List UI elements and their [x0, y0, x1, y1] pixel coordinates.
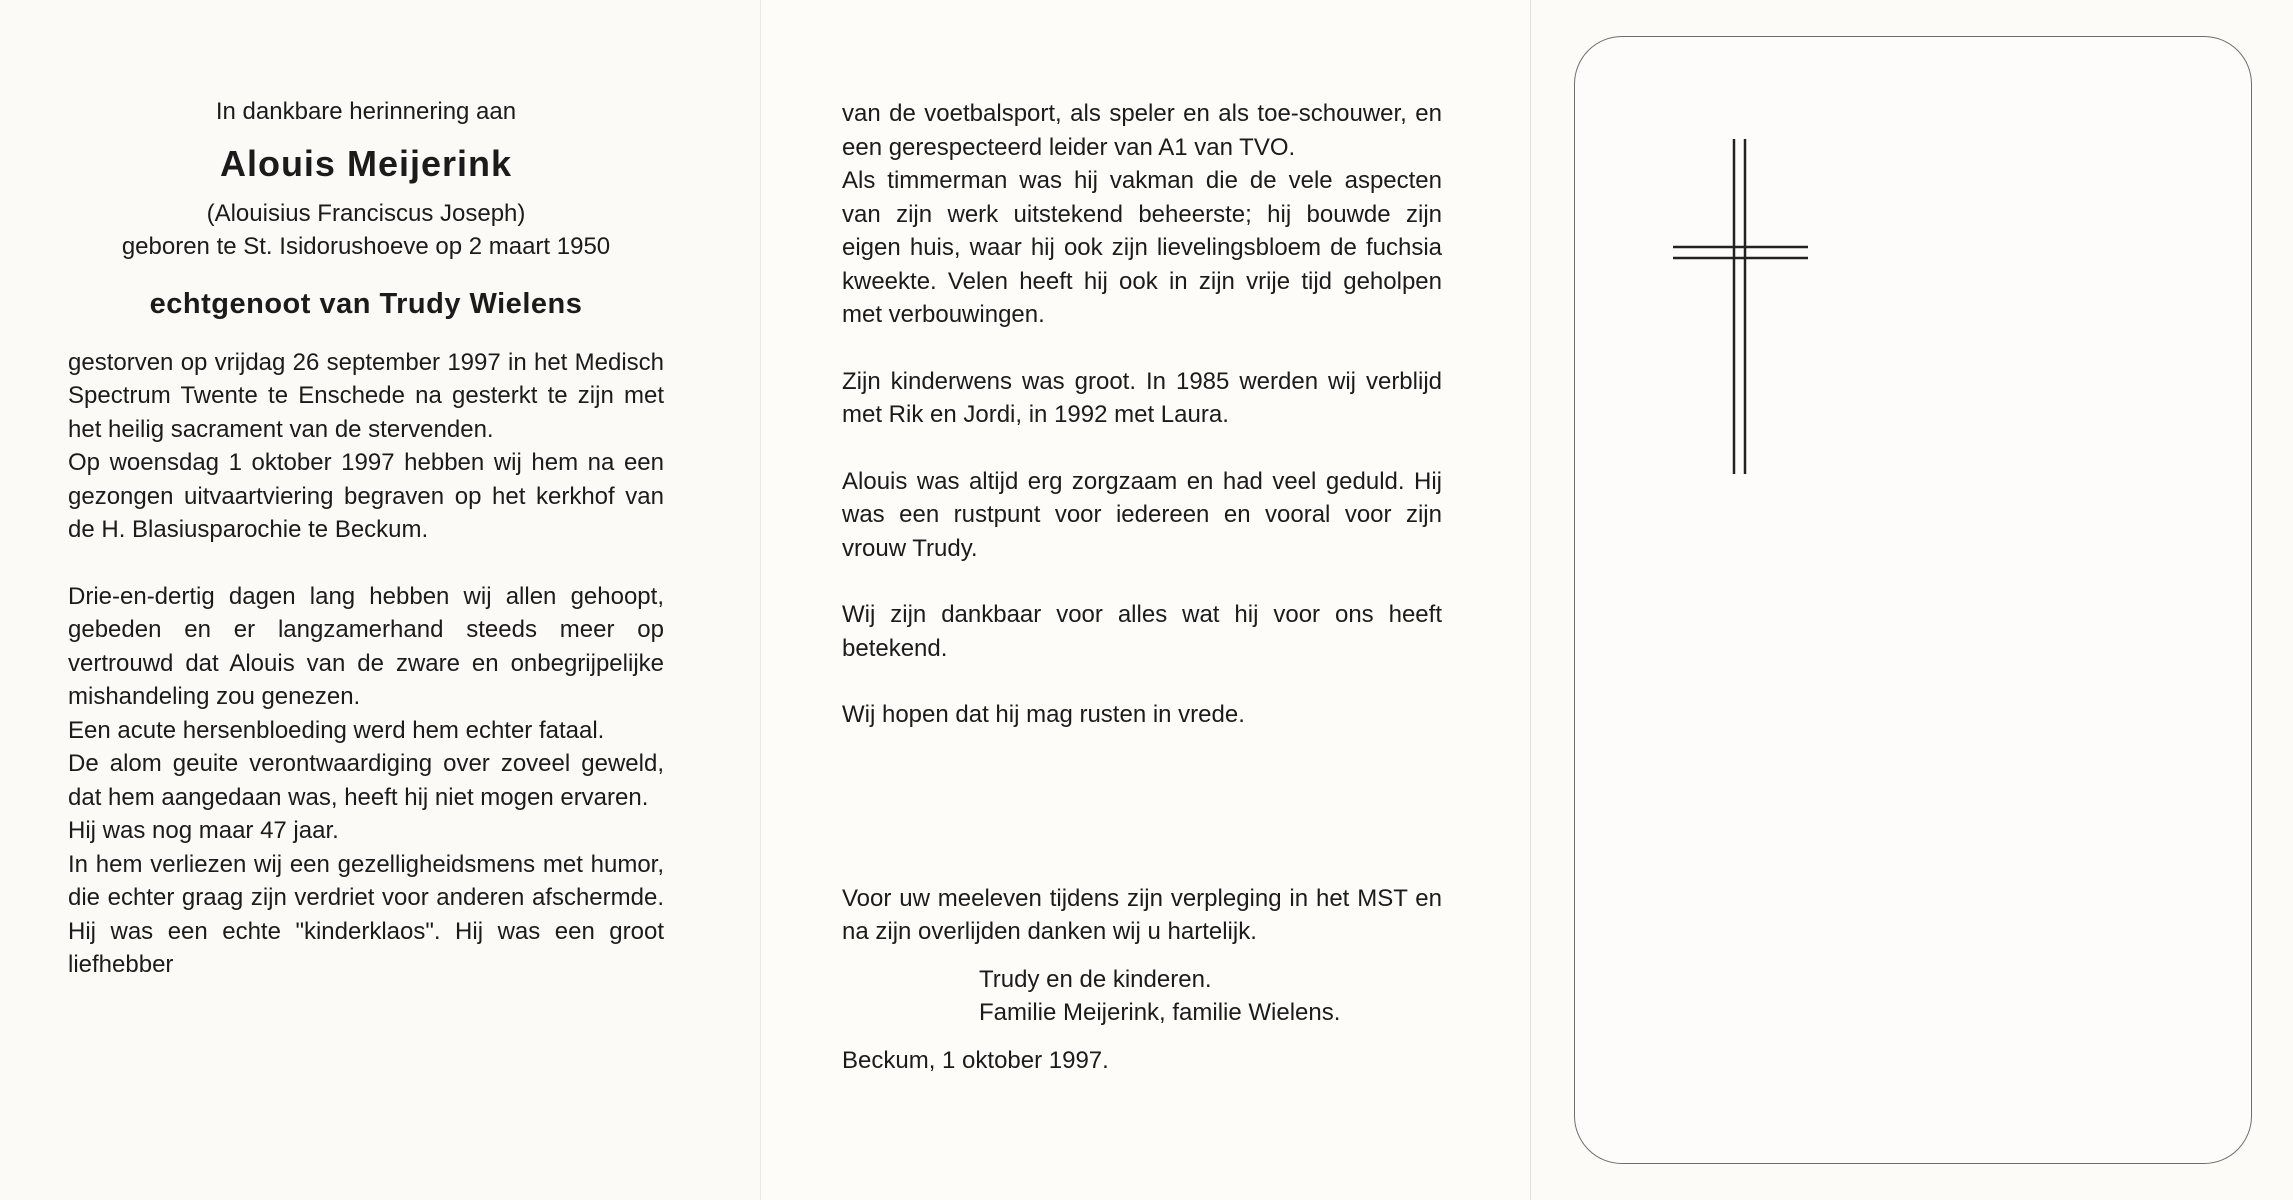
children-paragraph: Zijn kinderwens was groot. In 1985 werden wij verblijd met Rik en Jordi, in 1992 met Laura. — [842, 367, 1442, 428]
death-paragraph: gestorven op vrijdag 26 september 1997 in het Medisch Spectrum Twente te Enschede na gesterkt te zijn met het heilig sacrament van de stervenden. — [68, 348, 664, 443]
middle-text-column — [842, 97, 1442, 1077]
deceased-name: Alouis Meijerink — [219, 142, 513, 184]
left-text-column — [68, 95, 664, 982]
football-paragraph: van de voetbalsport, als speler en als toe-schouwer, en een gerespecteerd leider van A1 van TVO. — [842, 100, 1442, 161]
left-panel — [0, 0, 760, 1200]
hope-paragraph: Drie-en-dertig dagen lang hebben wij allen gehoopt, gebeden en er langzamerhand steeds meer op vertrouwd dat Alouis van de zware en onbegrijpelijke mishandeling zou genezen. — [68, 582, 664, 710]
intro-text: In dankbare herinnering aan — [215, 98, 517, 125]
funeral-paragraph: Op woensdag 1 oktober 1997 hebben wij hem na een gezongen uitvaartviering begraven op het kerkhof van de H. Blasiusparochie te Beckum. — [68, 449, 664, 543]
middle-panel — [760, 0, 1531, 1200]
caring-paragraph: Alouis was altijd erg zorgzaam en had veel geduld. Hij was een rustpunt voor iedereen en vooral voor zijn vrouw Trudy. — [842, 467, 1442, 562]
thanks-paragraph: Voor uw meeleven tijdens zijn verpleging in het MST en na zijn overlijden danken wij u hartelijk. — [842, 884, 1442, 945]
birth-info: geboren te St. Isidorushoeve op 2 maart 1950 — [121, 233, 611, 260]
fatal-paragraph: Een acute hersenbloeding werd hem echter fataal. — [68, 716, 605, 744]
character-paragraph: In hem verliezen wij een gezelligheidsmens met humor, die echter graag zijn verdriet voor anderen afschermde. Hij was een echte "kinderklaos". Hij was een groot liefhebber — [68, 850, 664, 978]
age-paragraph: Hij was nog maar 47 jaar. — [68, 817, 339, 844]
spouse-info: echtgenoot van Trudy Wielens — [149, 287, 583, 320]
card-frame — [1574, 36, 2252, 1164]
full-name: (Alouisius Franciscus Joseph) — [206, 199, 526, 227]
signature-family: Trudy en de kinderen. — [979, 965, 1212, 993]
right-panel — [1530, 0, 2293, 1200]
signature-relatives: Familie Meijerink, familie Wielens. — [979, 999, 1341, 1026]
place-date: Beckum, 1 oktober 1997. — [842, 1046, 1109, 1074]
cross-icon — [1671, 139, 1811, 479]
rest-paragraph: Wij hopen dat hij mag rusten in vrede. — [842, 701, 1245, 728]
carpenter-paragraph: Als timmerman was hij vakman die de vele aspecten van zijn werk uitstekend beheerste; hij bouwde zijn eigen huis, waar hij ook zijn lievelingsbloem de fuchsia kweekte. Velen heeft hij ook in zijn vrije tijd geholpen met verbouwingen. — [842, 167, 1442, 328]
violence-paragraph: De alom geuite verontwaardiging over zoveel geweld, dat hem aangedaan was, heeft hij niet mogen ervaren. — [68, 750, 664, 811]
spacer — [842, 732, 1442, 882]
grateful-paragraph: Wij zijn dankbaar voor alles wat hij voor ons heeft betekend. — [842, 601, 1442, 662]
